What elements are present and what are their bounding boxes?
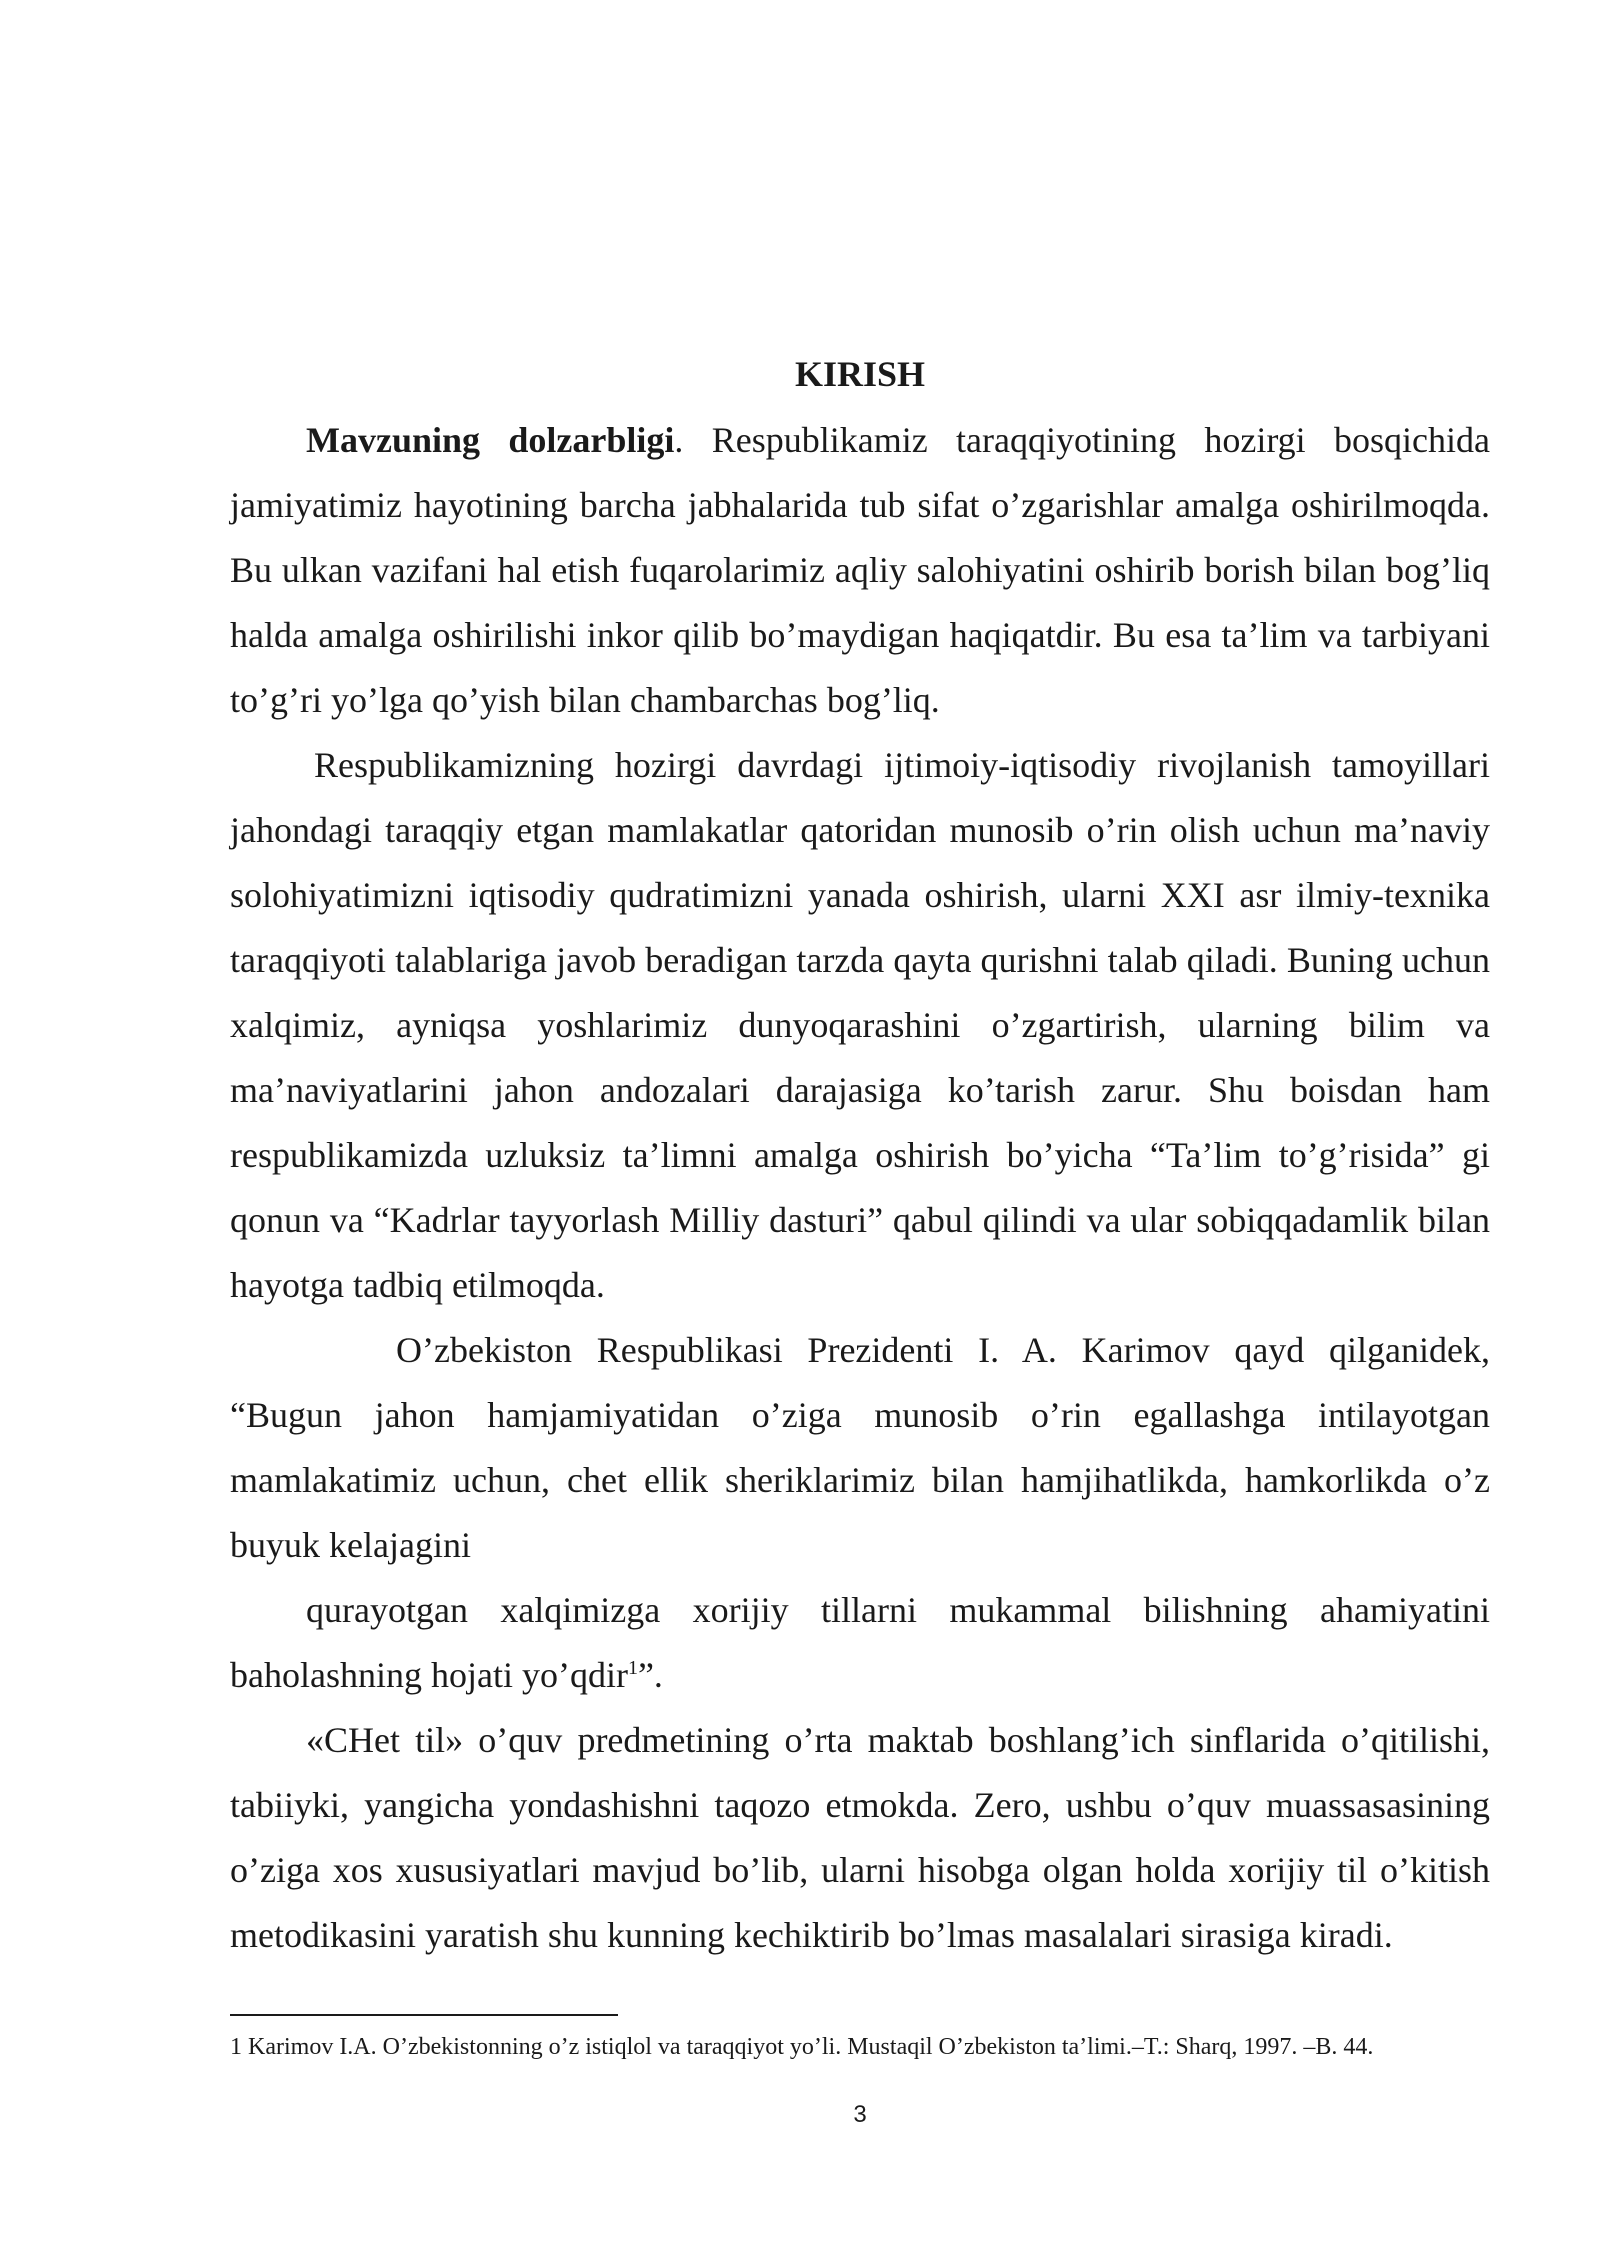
paragraph-text: ”. (637, 1655, 663, 1695)
paragraph-relevance (230, 408, 1490, 733)
page-number: 3 (853, 2101, 867, 2128)
paragraph-text: . Respublikamiz taraqqiyotining hozirgi bosqichida jamiyatimiz hayotining barcha jabhalarida tub sifat o’zgarishlar amalga oshirilmoqda. Bu ulkan vazifani hal etish fuqarolarimiz aqliy salohiyatini oshirib borish bilan bog’liq halda amalga oshirilishi inkor qilib bo’maydigan haqiqatdir. Bu esa ta’lim va tarbiyani to’g’ri yo’lga qo’yish bilan chambarchas bog’liq. (230, 420, 1491, 720)
paragraph-text: qurayotgan xalqimizga xorijiy tillarni mukammal bilishning ahamiyatini baholashning hojati yo’qdir (230, 1590, 1490, 1695)
paragraph-quote-end (230, 1578, 1490, 1708)
page-title: KIRISH (794, 354, 926, 394)
paragraph-foreign-language: «CHet til» o’quv predmetining o’rta maktab boshlang’ich sinflarida o’qitilishi, tabiiyki, yangicha yondashishni taqozo etmokda. Zero, ushbu o’quv muassasasining o’ziga xos xususiyatlari mavjud bo’lib, ularni hisobga olgan holda xorijiy til o’kitish metodikasini yaratish shu kunning kechiktirib bo’lmas masalalari sirasiga kiradi. (230, 1720, 1490, 1955)
paragraph-lead: Mavzuning dolzarbligi (306, 420, 675, 460)
body-text (230, 408, 1490, 1968)
footnote-ref: 1 (627, 1657, 638, 1679)
paragraph-quote-intro: O’zbekiston Respublikasi Prezidenti I. A. Karimov qayd qilganidek, “Bugun jahon hamjamiyatidan o’ziga munosib o’rin egallashga intilayotgan mamlakatimiz uchun, chet ellik sheriklarimiz bilan hamjihatlikda, hamkorlikda o’z buyuk kelajagini (230, 1330, 1490, 1565)
footnote: 1 Karimov I.A. O’zbekistonning o’z istiqlol va taraqqiyot yo’li. Mustaqil O’zbekiston ta’limi.–T.: Sharq, 1997. –B. 44. (230, 2034, 1374, 2060)
paragraph-development: Respublikamizning hozirgi davrdagi ijtimoiy-iqtisodiy rivojlanish tamoyillari jahondagi taraqqiy etgan mamlakatlar qatoridan munosib o’rin olish uchun ma’naviy solohiyatimizni iqtisodiy qudratimizni yanada oshirish, ularni XXI asr ilmiy-texnika taraqqiyoti talablariga javob beradigan tarzda qayta qurishni talab qiladi. Buning uchun xalqimiz, ayniqsa yoshlarimiz dunyoqarashini o’zgartirish, ularning bilim va ma’naviyatlarini jahon andozalari darajasiga ko’tarish zarur. Shu boisdan ham respublikamizda uzluksiz ta’limni amalga oshirish bo’yicha “Ta’lim to’g’risida” gi qonun va “Kadrlar tayyorlash Milliy dasturi” qabul qilindi va ular sobiqqadamlik bilan hayotga tadbiq etilmoqda. (230, 745, 1490, 1305)
footnote-divider (230, 2014, 618, 2016)
